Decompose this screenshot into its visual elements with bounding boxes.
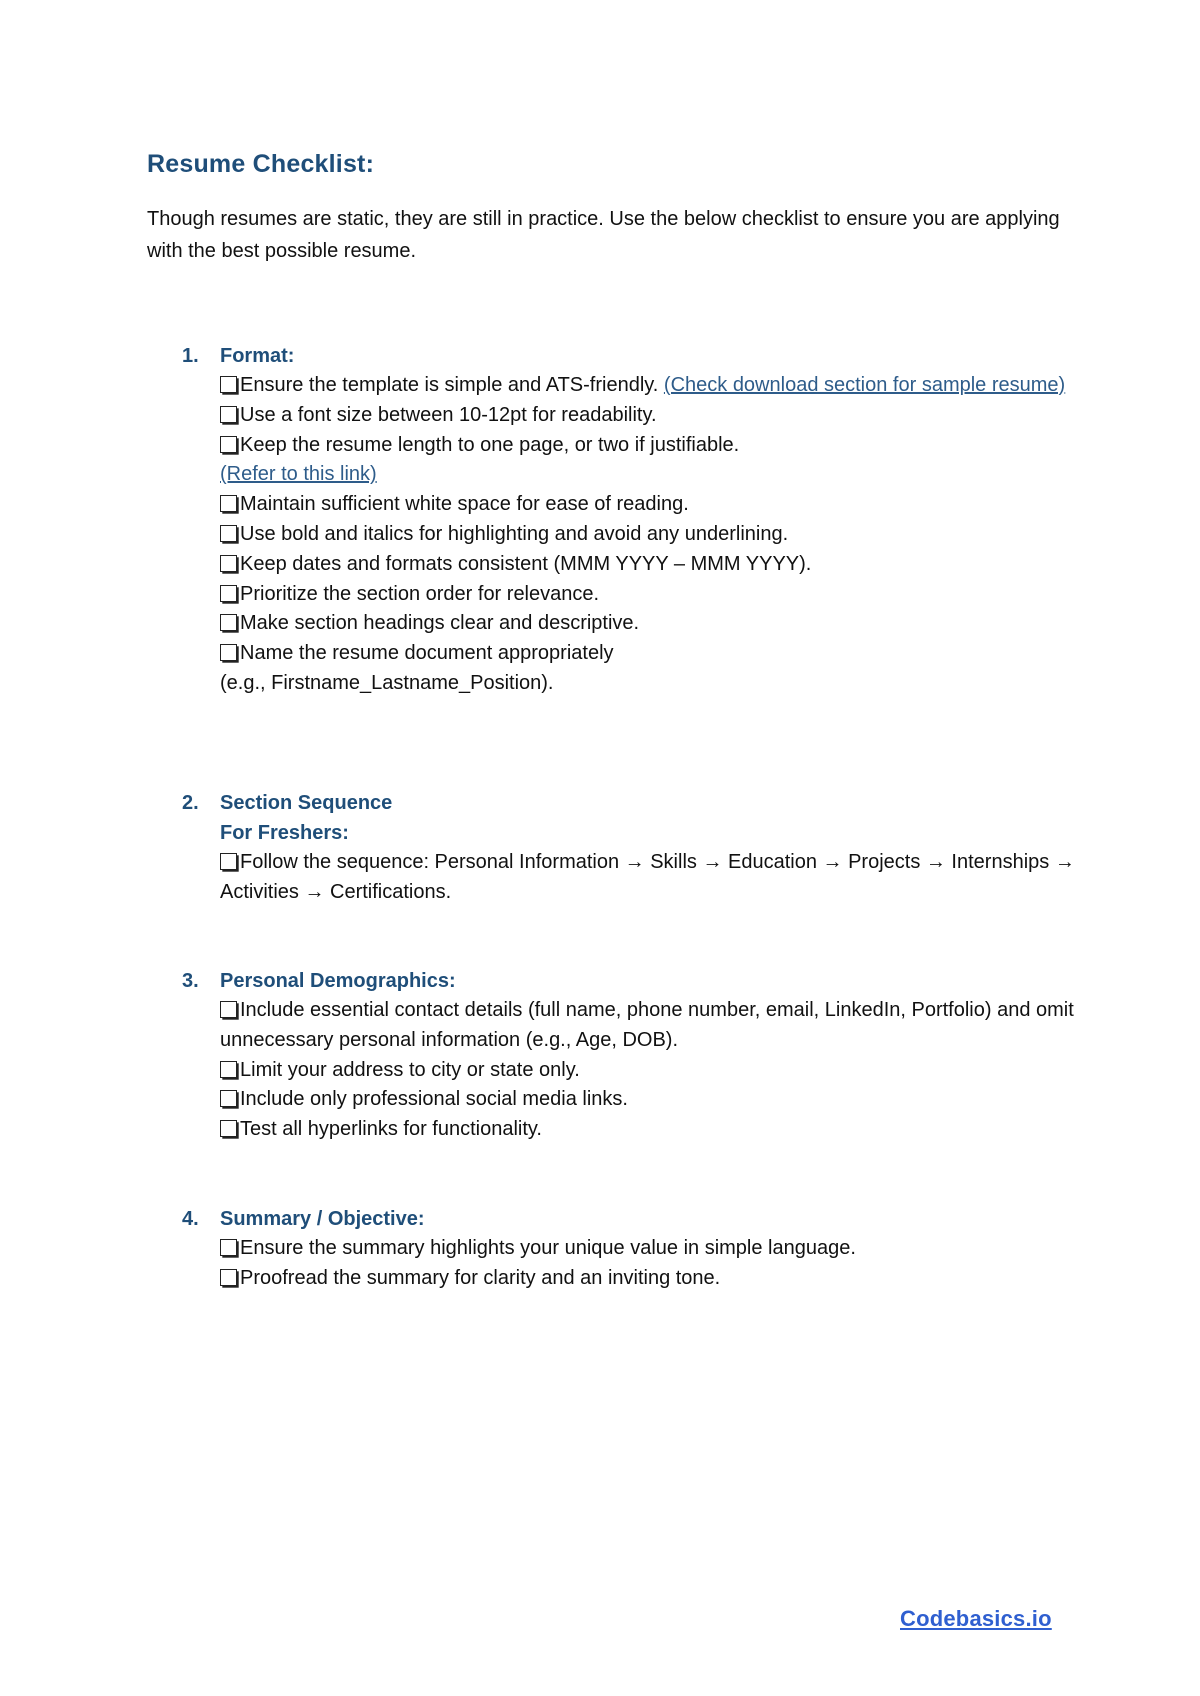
checkbox[interactable] [220, 436, 237, 453]
checklist-item [220, 1234, 1082, 1264]
item-text: Include only professional social media links. [240, 1088, 628, 1111]
checkbox[interactable] [220, 614, 237, 631]
checklist-item [220, 609, 1082, 639]
checklist-item [220, 431, 1082, 461]
item-text: Use a font size between 10-12pt for readability. [240, 403, 657, 426]
item-text: Follow the sequence: Personal Information → Skills → Education → Projects → Internships → Activities → Certifications. [220, 851, 1075, 903]
section-title: Format: [220, 345, 295, 367]
section-heading [182, 966, 1082, 996]
checklist [220, 848, 1082, 908]
checklist-item [220, 580, 1082, 610]
checklist-item [220, 996, 1082, 1056]
section-demographics [182, 966, 1082, 1145]
checklist-item [220, 520, 1082, 550]
refer-link-line [220, 460, 1082, 490]
item-text: Use bold and italics for highlighting and avoid any underlining. [240, 522, 789, 545]
item-text: Proofread the summary for clarity and an inviting tone. [240, 1266, 721, 1289]
section-title: Summary / Objective: [220, 1208, 425, 1230]
section-number: 3. [182, 970, 199, 992]
checklist-item [220, 1264, 1082, 1294]
checklist-item [220, 639, 1082, 669]
checklist-item [220, 1115, 1082, 1145]
refer-link[interactable]: (Refer to this link) [220, 463, 377, 486]
section-number: 1. [182, 345, 199, 367]
item-text: Limit your address to city or state only. [240, 1058, 580, 1081]
item-text: Maintain sufficient white space for ease of reading. [240, 493, 689, 516]
item-text: Include essential contact details (full name, phone number, email, LinkedIn, Portfolio) and omit unnecessary personal information (e.g., Age, DOB). [220, 999, 1074, 1051]
checklist-item [220, 371, 1082, 401]
checkbox[interactable] [220, 376, 237, 393]
item-text: Make section headings clear and descriptive. [240, 612, 640, 635]
sample-resume-link[interactable]: (Check download section for sample resume) [663, 374, 1066, 396]
checklist-item [220, 550, 1082, 580]
checkbox[interactable] [220, 555, 237, 572]
section-heading [182, 1204, 1082, 1234]
codebasics-link[interactable]: Codebasics.io [900, 1606, 1052, 1631]
checklist-item [220, 848, 1082, 908]
checklist-item [220, 1056, 1082, 1086]
checkbox[interactable] [220, 495, 237, 512]
checkbox[interactable] [220, 1120, 237, 1137]
item-text: Keep dates and formats consistent (MMM YYYY – MMM YYYY). [240, 552, 812, 575]
section-heading [182, 341, 1082, 371]
checklist-item [220, 490, 1082, 520]
checkbox[interactable] [220, 1239, 237, 1256]
section-number: 2. [182, 792, 199, 814]
item-text: Keep the resume length to one page, or two if justifiable. [240, 433, 740, 456]
section-title: Section Sequence [220, 792, 393, 814]
checkbox[interactable] [220, 1001, 237, 1018]
item-text: Name the resume document appropriately [240, 642, 614, 665]
checkbox[interactable] [220, 644, 237, 661]
section-sequence [182, 788, 1082, 908]
section-summary [182, 1204, 1082, 1294]
checklist-item [220, 401, 1082, 431]
section-title: Personal Demographics: [220, 970, 456, 992]
checkbox[interactable] [220, 585, 237, 602]
checklist [220, 996, 1082, 1145]
checkbox[interactable] [220, 1269, 237, 1286]
checkbox[interactable] [220, 1061, 237, 1078]
checklist [220, 371, 1082, 699]
section-heading [182, 788, 1082, 818]
intro-paragraph: Though resumes are static, they are still in practice. Use the below checklist to ensure you are applying with the best possible resume. [147, 208, 1060, 262]
section-number: 4. [182, 1208, 199, 1230]
item-text: Test all hyperlinks for functionality. [240, 1118, 542, 1141]
section-format [182, 341, 1082, 699]
checkbox[interactable] [220, 853, 237, 870]
item-text: Ensure the template is simple and ATS-friendly. [240, 374, 664, 396]
checkbox[interactable] [220, 525, 237, 542]
checklist-item [220, 1085, 1082, 1115]
checkbox[interactable] [220, 1090, 237, 1107]
page-title: Resume Checklist: [147, 150, 375, 178]
item-text: Prioritize the section order for relevance. [240, 582, 600, 605]
checklist [220, 1234, 1082, 1294]
example-line: (e.g., Firstname_Lastname_Position). [220, 671, 554, 694]
item-text: Ensure the summary highlights your unique value in simple language. [240, 1237, 856, 1259]
subheading-freshers: For Freshers: [220, 822, 349, 844]
checkbox[interactable] [220, 406, 237, 423]
